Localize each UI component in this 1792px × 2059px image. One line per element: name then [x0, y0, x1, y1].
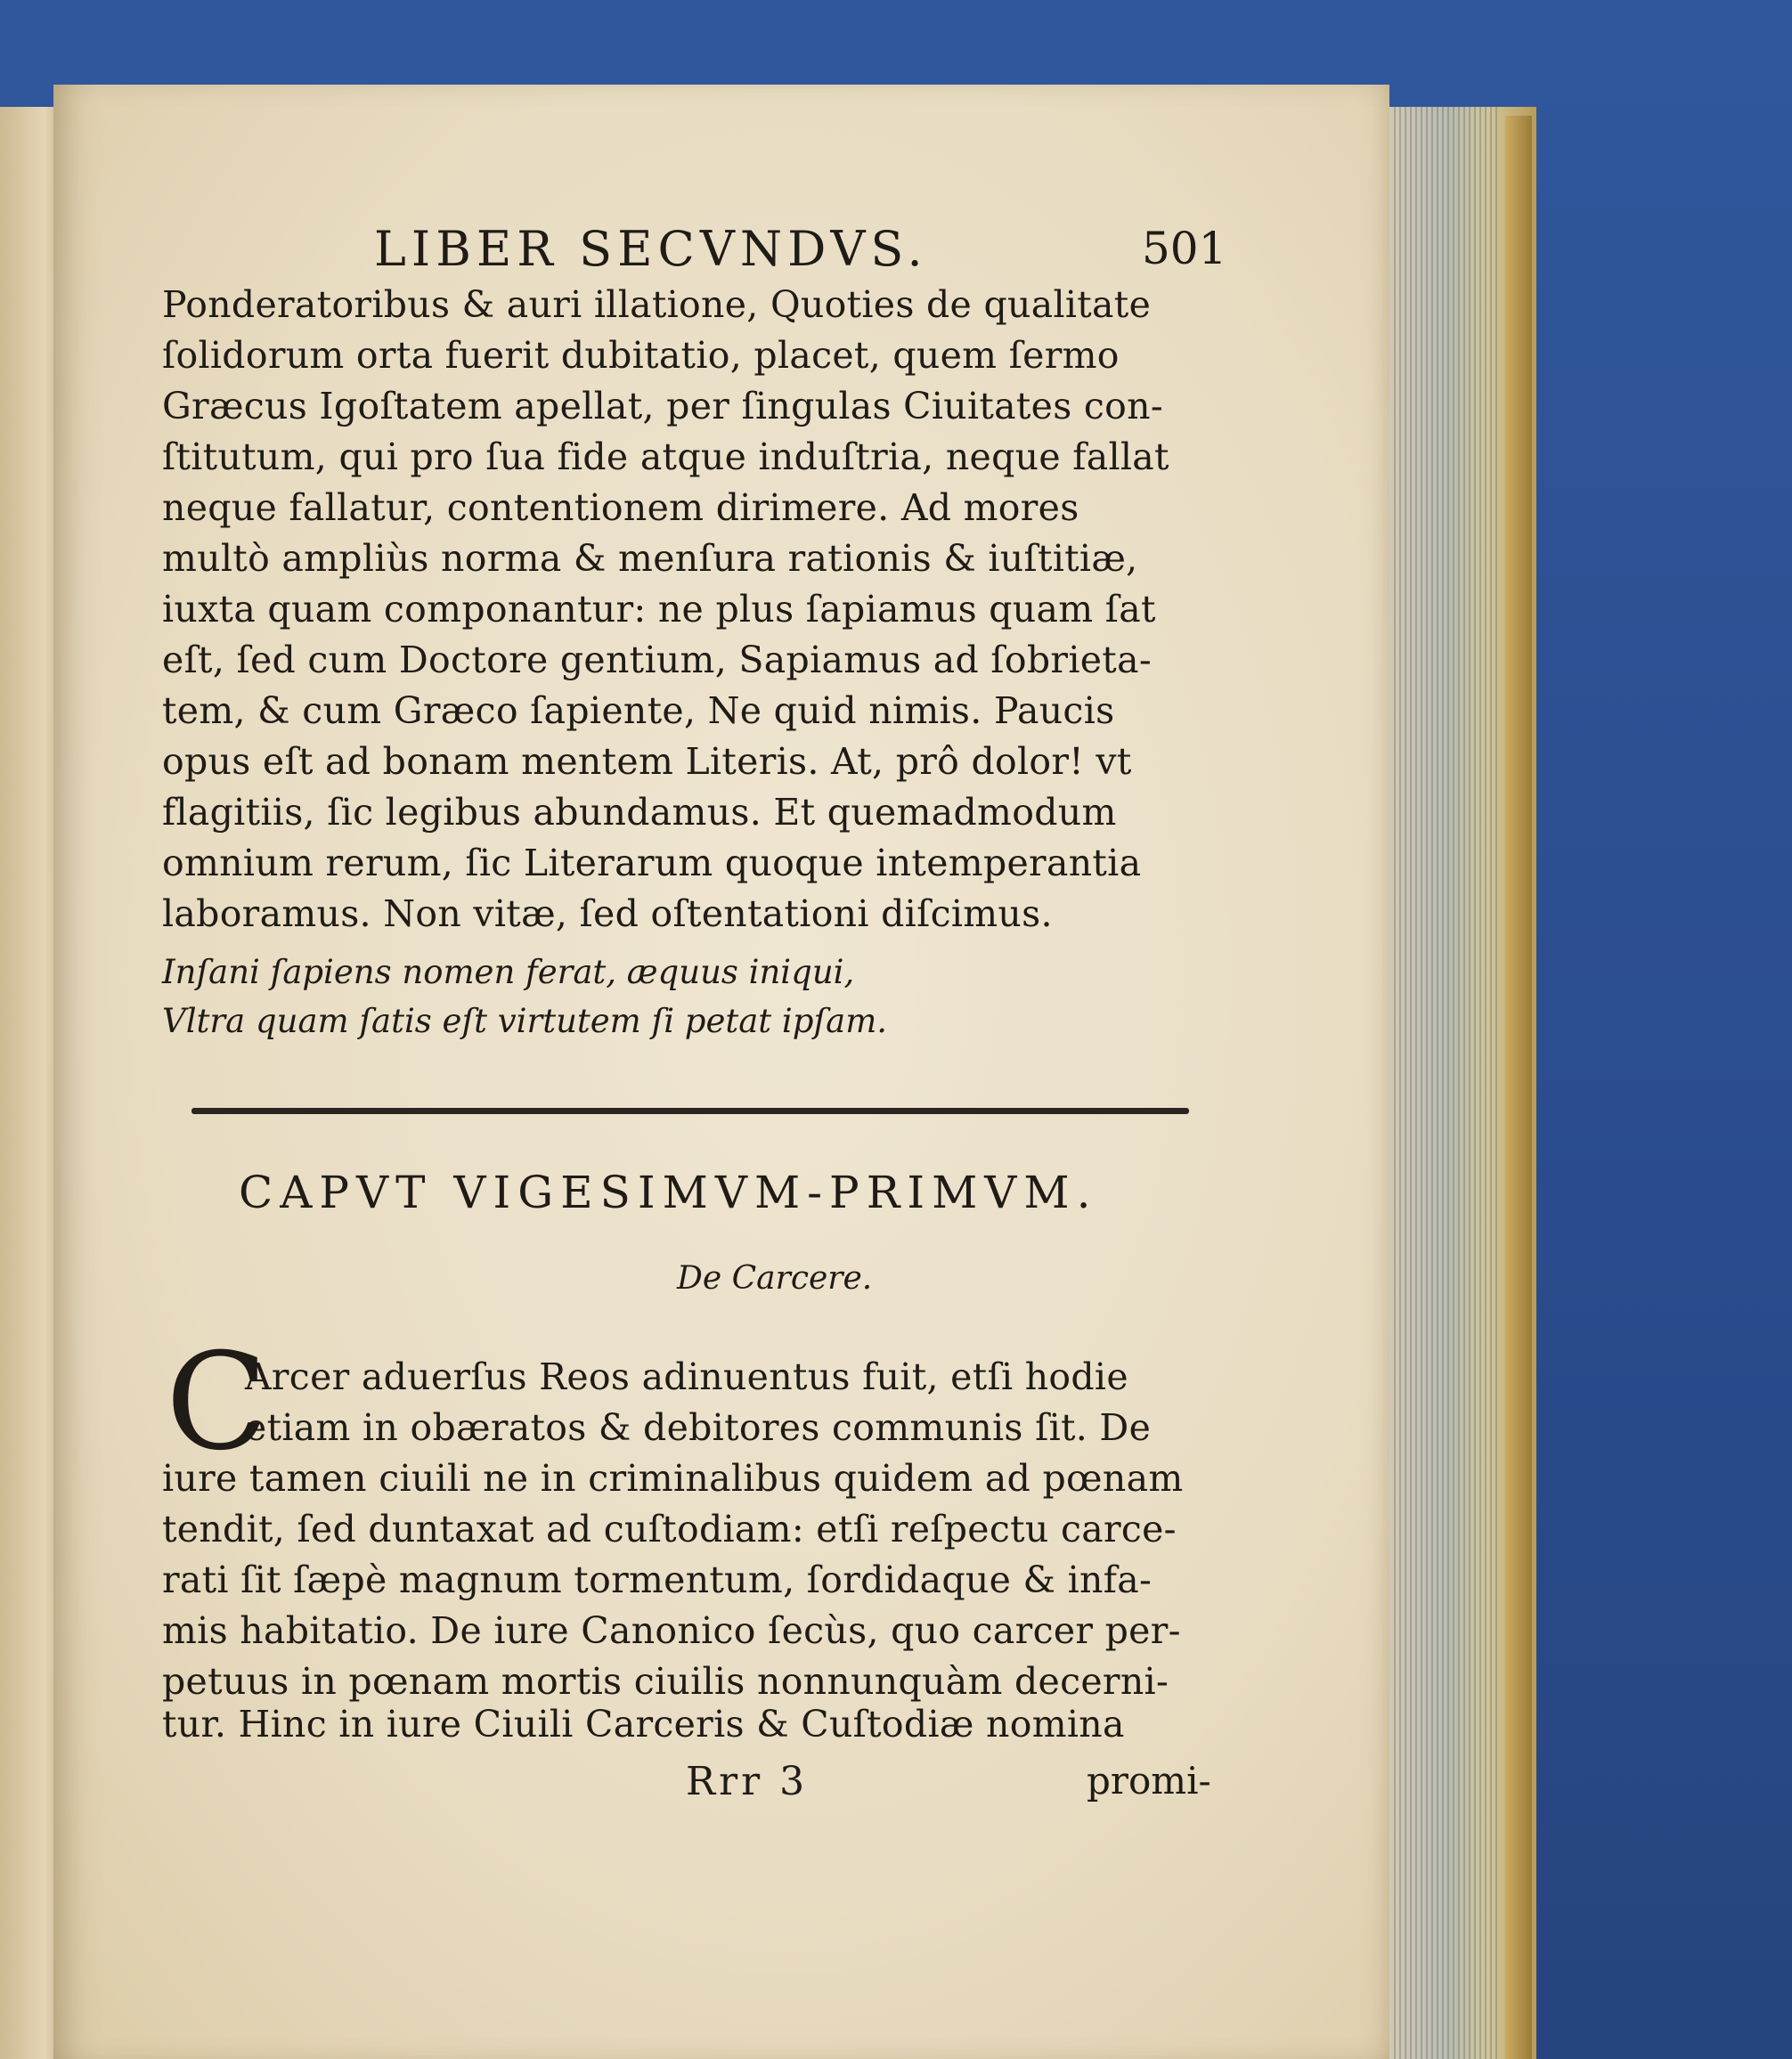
text-line: multò ampliùs norma & menſura rationis & iuſtitiæ,: [162, 537, 1138, 580]
text-line: ſtitutum, qui pro ſua fide atque induſtria, neque fallat: [162, 435, 1169, 478]
catchword: promi-: [1087, 1759, 1211, 1803]
text-line: iure tamen ciuili ne in criminalibus quidem ad pœnam: [162, 1457, 1184, 1500]
chapter-subtitle: De Carcere.: [677, 1260, 873, 1297]
text-line: petuus in pœnam mortis ciuilis nonnunquàm decerni-: [162, 1660, 1169, 1703]
text-line: iuxta quam componantur: ne plus ſapiamus quam ſat: [162, 588, 1156, 631]
text-line: neque fallatur, contentionem dirimere. Ad mores: [162, 486, 1079, 529]
text-line: laboramus. Non vitæ, ſed oſtentationi diſcimus.: [162, 892, 1053, 935]
page-number: 501: [1142, 223, 1227, 274]
book-cover-edge: [1505, 116, 1532, 2059]
horizontal-rule: [191, 1108, 1189, 1114]
verse-line: Vltra quam ſatis eſt virtutem ſi petat ipſam.: [162, 1002, 888, 1040]
chapter-heading: CAPVT VIGESIMVM-PRIMVM.: [239, 1167, 1098, 1218]
text-line: mis habitatio. De iure Canonico ſecùs, quo carcer per-: [162, 1609, 1181, 1652]
text-line: flagitiis, ſic legibus abundamus. Et quemadmodum: [162, 791, 1117, 834]
text-line: eſt, ſed cum Doctore gentium, Sapiamus ad ſobrieta-: [162, 639, 1152, 681]
text-line: Græcus Igoſtatem apellat, per ſingulas Ciuitates con-: [162, 385, 1164, 427]
text-line: rati ſit ſæpè magnum tormentum, ſordidaque & infa-: [162, 1558, 1153, 1601]
text-line: tendit, ſed duntaxat ad cuſtodiam: etſi reſpectu carce-: [162, 1508, 1177, 1550]
verse-line: Inſani ſapiens nomen ferat, æquus iniqui,: [162, 953, 855, 991]
signature-mark: Rrr 3: [686, 1759, 809, 1804]
text-line: opus eſt ad bonam mentem Literis. At, prô dolor! vt: [162, 740, 1132, 783]
text-line: Arcer aduerſus Reos adinuentus fuit, etſi hodie: [245, 1355, 1128, 1398]
text-line: tem, & cum Græco ſapiente, Ne quid nimis. Paucis: [162, 689, 1115, 732]
text-line: ſolidorum orta fuerit dubitatio, placet, quem ſermo: [162, 334, 1120, 377]
text-line: tur. Hinc in iure Ciuili Carceris & Cuſtodiæ nomina: [162, 1703, 1125, 1746]
drop-cap: C: [166, 1325, 268, 1480]
text-line: Ponderatoribus & auri illatione, Quoties de qualitate: [162, 283, 1152, 326]
text-line: omnium rerum, ſic Literarum quoque intemperantia: [162, 842, 1142, 884]
running-head: LIBER SECVNDVS.: [374, 221, 928, 277]
text-line: etiam in obæratos & debitores communis ſit. De: [245, 1406, 1152, 1449]
